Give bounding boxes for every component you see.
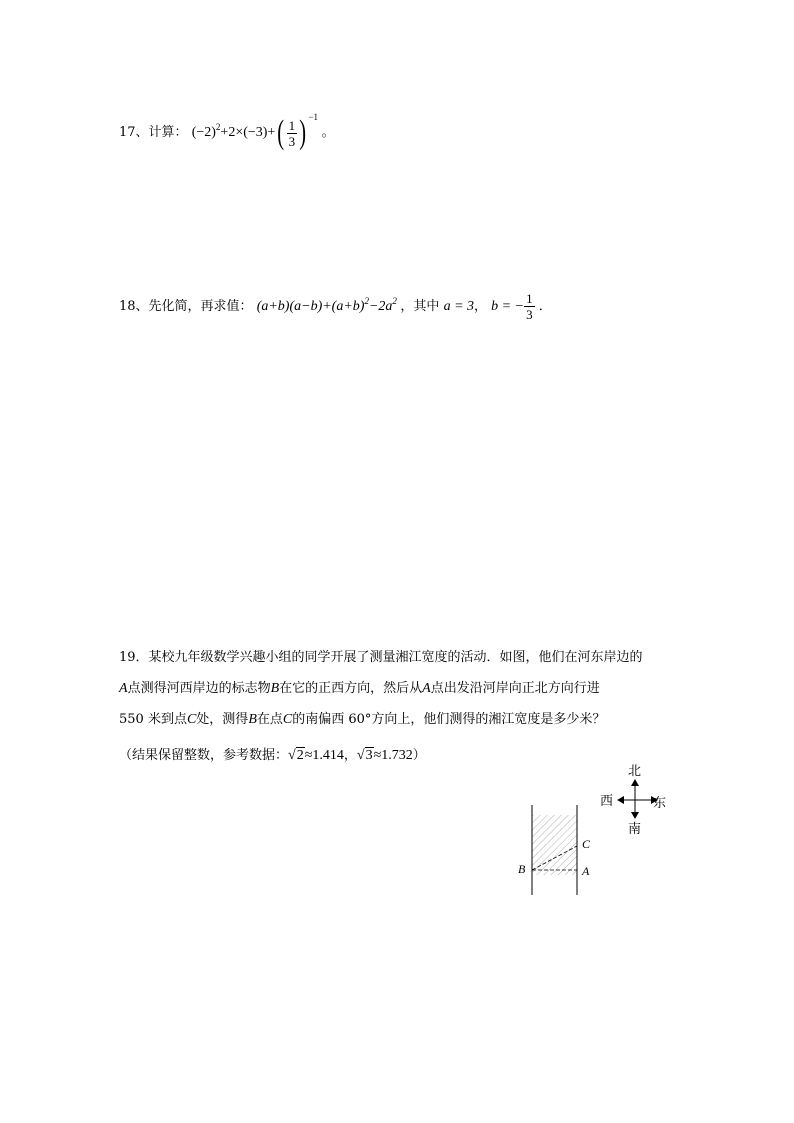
q19-sym-b2: B <box>248 712 257 727</box>
point-b-label: B <box>518 862 526 876</box>
q19-text: 在它的正西方向，然后从 <box>279 681 423 696</box>
q18-mid: ，其中 <box>400 299 440 314</box>
q19-text: 点出发沿河岸向正北方向行进 <box>430 681 600 696</box>
q18-frac-num: 1 <box>526 291 533 306</box>
q18-expression <box>256 296 401 314</box>
q19-line-3 <box>119 708 605 728</box>
north-arrow-icon <box>631 779 639 786</box>
q17-term-a: (−2) <box>191 125 216 141</box>
point-a-label: A <box>582 864 590 878</box>
sqrt-2-radicand: 2 <box>296 748 304 763</box>
q19-text: 在点 <box>256 712 283 727</box>
q17-left-paren: ( <box>277 114 285 151</box>
q18-term-a: (a+b)(a−b)+(a+b) <box>256 299 365 314</box>
q19-text: 的南偏西 60°方向上，他们测得的湘江宽度是多少米？ <box>292 712 606 727</box>
q19-text: 点测得河西岸边的标志物 <box>127 681 271 696</box>
approx-2: ≈1.732 <box>373 748 413 763</box>
q17-fraction <box>287 119 298 148</box>
q19-sym-c2: C <box>282 712 293 727</box>
q17-frac-den: 3 <box>288 133 296 149</box>
q18-exp-b: 2 <box>392 296 397 306</box>
q19-line-4 <box>119 744 426 764</box>
west-arrow-icon <box>617 796 624 804</box>
q19-comma: ， <box>343 748 357 763</box>
q17-exp-a: 2 <box>215 122 221 133</box>
point-c-label: C <box>582 837 591 851</box>
q18-fraction <box>524 292 535 321</box>
q17-right-paren: ) <box>299 114 307 151</box>
q17-exp-b: −1 <box>308 112 319 123</box>
question-18 <box>119 292 552 321</box>
q18-end: ． <box>538 299 552 314</box>
q19-sym-a: A <box>119 681 128 696</box>
q19-line-2 <box>119 677 600 697</box>
q17-term-b: +2×(−3)+ <box>220 125 276 141</box>
q17-frac-num: 1 <box>288 117 296 133</box>
approx-1: ≈1.414 <box>304 748 344 763</box>
q19-text: 处，测得 <box>196 712 249 727</box>
sqrt-3: √3 <box>356 748 373 763</box>
compass-west-label: 西 <box>600 794 614 809</box>
q18-label: 18、先化简，再求值： <box>119 299 253 314</box>
river-diagram <box>510 760 690 900</box>
compass-icon <box>600 764 666 837</box>
sqrt-2: √2 <box>288 748 304 763</box>
sqrt-3-radicand: 3 <box>365 748 373 763</box>
q18-term-b: −2a <box>368 299 393 314</box>
q18-cond-a: a = 3 <box>443 299 475 314</box>
q19-sym-c: C <box>186 712 197 727</box>
q19-line-1: 19．某校九年级数学兴趣小组的同学开展了测量湘江宽度的活动．如图，他们在河东岸边的 <box>119 650 643 665</box>
q18-cond-b: b = − <box>491 299 525 314</box>
q18-sep: ， <box>474 299 488 314</box>
compass-east-label: 东 <box>653 796 667 811</box>
compass-south-label: 南 <box>628 822 642 837</box>
question-17 <box>119 112 335 151</box>
q17-end: 。 <box>321 125 335 141</box>
south-arrow-icon <box>631 812 639 819</box>
q19-text: 550 米到点 <box>119 712 187 727</box>
q19-sym-b: B <box>270 681 280 696</box>
q19-text: （结果保留整数，参考数据： <box>119 748 289 763</box>
q18-exp-a: 2 <box>364 296 369 306</box>
q19-end: ） <box>412 748 426 763</box>
q17-expression <box>191 112 322 151</box>
q18-frac-den: 3 <box>526 307 533 322</box>
q19-sym-a2: A <box>422 681 431 696</box>
compass-north-label: 北 <box>628 764 642 779</box>
q17-label: 17、计算： <box>119 125 188 141</box>
